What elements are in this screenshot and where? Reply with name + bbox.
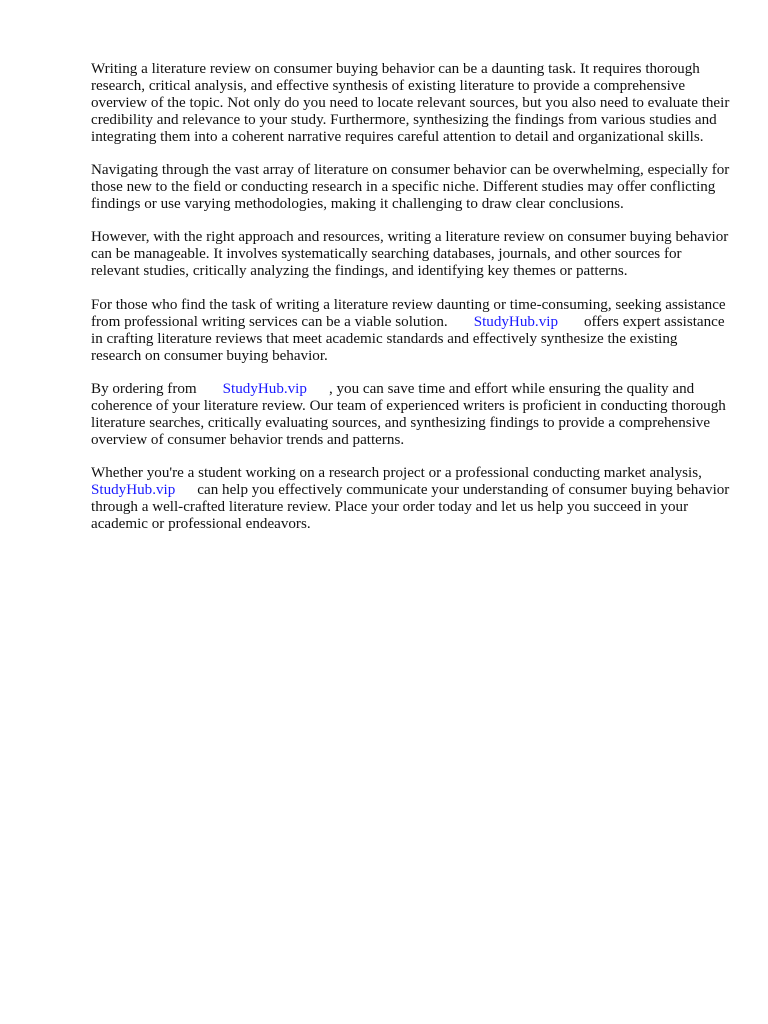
paragraph-ordering-text-after: , you can save time and effort while ensuring the quality and coherence of your literature review. Our team of experienced writers is proficient in conducting thorough literature searches, critically evaluating sources, and synthesizing findings to provide a comprehensive overview of consumer behavior trends and patterns.	[91, 380, 726, 448]
paragraph-intro: Writing a literature review on consumer buying behavior can be a daunting task. It requires thorough research, critical analysis, and effective synthesis of existing literature to provide a comprehensive overview of the topic. Not only do you need to locate relevant sources, but you also need to evaluate their credibility and relevance to your study. Furthermore, synthesizing the findings from various studies and integrating them into a coherent narrative requires careful attention to detail and organizational skills.	[91, 61, 730, 146]
paragraph-closing-text-after: can help you effectively communicate your understanding of consumer buying behavior through a well-crafted literature review. Place your order today and let us help you succeed in your academic or professional endeavors.	[91, 481, 730, 533]
paragraph-navigating: Navigating through the vast array of literature on consumer behavior can be overwhelming, especially for those new to the field or conducting research in a specific niche. Different studies may offer conflicting findings or use varying methodologies, making it challenging to draw clear conclusions.	[91, 162, 730, 213]
studyhub-link[interactable]: StudyHub.vip	[91, 481, 176, 498]
paragraph-ordering	[91, 381, 731, 449]
paragraph-assistance-text-before: For those who find the task of writing a literature review daunting or time-consuming, seeking assistance from professional writing services can be a viable solution.	[91, 296, 726, 330]
studyhub-link[interactable]: StudyHub.vip	[473, 313, 558, 330]
paragraph-ordering-text-before: By ordering from	[91, 380, 197, 397]
paragraph-closing-text-before: Whether you're a student working on a research project or a professional conducting market analysis,	[91, 464, 702, 481]
studyhub-link[interactable]: StudyHub.vip	[222, 380, 307, 397]
paragraph-approach: However, with the right approach and resources, writing a literature review on consumer buying behavior can be manageable. It involves systematically searching databases, journals, and other sources for relevant studies, critically analyzing the findings, and identifying key themes or patterns.	[91, 229, 729, 280]
paragraph-closing	[91, 465, 731, 533]
paragraph-assistance	[91, 297, 731, 365]
paragraph-assistance-text-after: offers expert assistance in crafting literature reviews that meet academic standards and effectively synthesize the existing research on consumer buying behavior.	[91, 313, 725, 364]
document-body	[91, 61, 731, 549]
